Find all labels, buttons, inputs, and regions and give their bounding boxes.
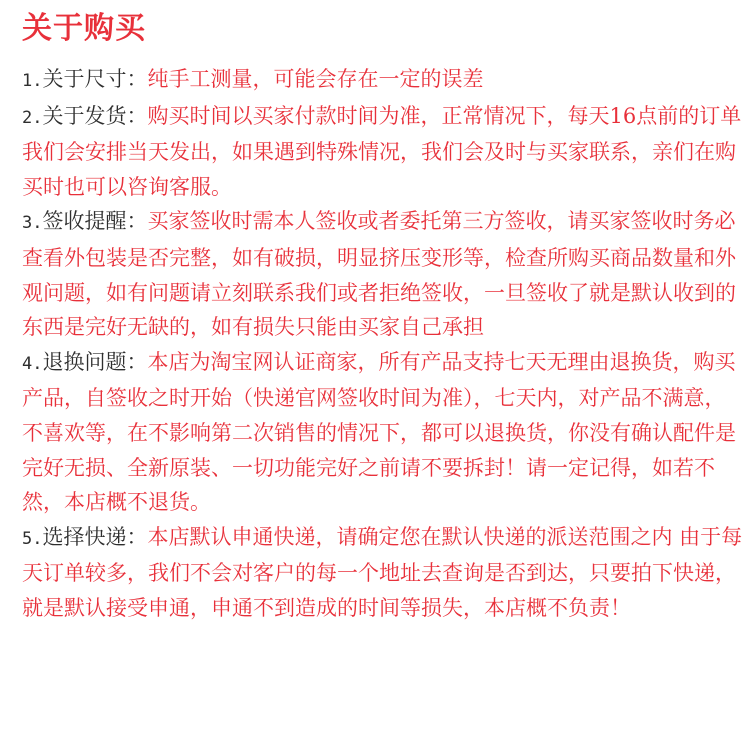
item-number: 1.: [22, 71, 43, 91]
item-label: 退换问题：: [42, 349, 148, 374]
item-number: 2.: [22, 107, 43, 128]
notice-item-receipt: [22, 204, 744, 344]
notice-item-size: [22, 62, 744, 99]
item-text: 购买时间以买家付款时间为准，正常情况下，每天16点前的订单我们会安排当天发出，如果遇到特殊情况，我们会及时与买家联系，亲们在购买时也可以咨询客服。: [22, 103, 742, 199]
page-title: 关于购买: [22, 11, 146, 46]
item-label: 选择快递：: [42, 524, 148, 549]
item-text: 买家签收时需本人签收或者委托第三方签收，请买家签收时务必查看外包装是否完整，如有破损，明显挤压变形等，检查所购买商品数量和外观问题，如有问题请立刻联系我们或者拒绝签收，一旦签收了就是默认收到的东西是完好无缺的，如有损失只能由买家自己承担: [22, 209, 736, 340]
notice-item-courier: [22, 520, 744, 626]
notice-item-returns: [22, 345, 744, 520]
item-label: 关于尺寸：: [42, 67, 148, 91]
notice-item-shipping: [22, 99, 744, 205]
item-label: 签收提醒：: [42, 209, 148, 234]
item-number: 4.: [22, 353, 43, 374]
item-text: 本店为淘宝网认证商家，所有产品支持七天无理由退换货，购买产品，自签收之时开始（快递官网签收时间为准），七天内，对产品不满意，不喜欢等，在不影响第二次销售的情况下，都可以退换货，你没有确认配件是完好无损、全新原装、一切功能完好之前请不要拆封！请一定记得，如若不然，本店概不退货。: [22, 349, 736, 515]
item-number: 5.: [22, 528, 43, 549]
item-label: 关于发货：: [42, 103, 148, 128]
item-text: 本店默认申通快递，请确定您在默认快递的派送范围之内 由于每天订单较多，我们不会对客户的每一个地址去查询是否到达，只要拍下快递，就是默认接受申通，申通不到造成的时间等损失，本店概不负责！: [22, 524, 743, 620]
item-text: 纯手工测量，可能会存在一定的误差: [147, 67, 484, 91]
item-number: 3.: [22, 213, 43, 234]
